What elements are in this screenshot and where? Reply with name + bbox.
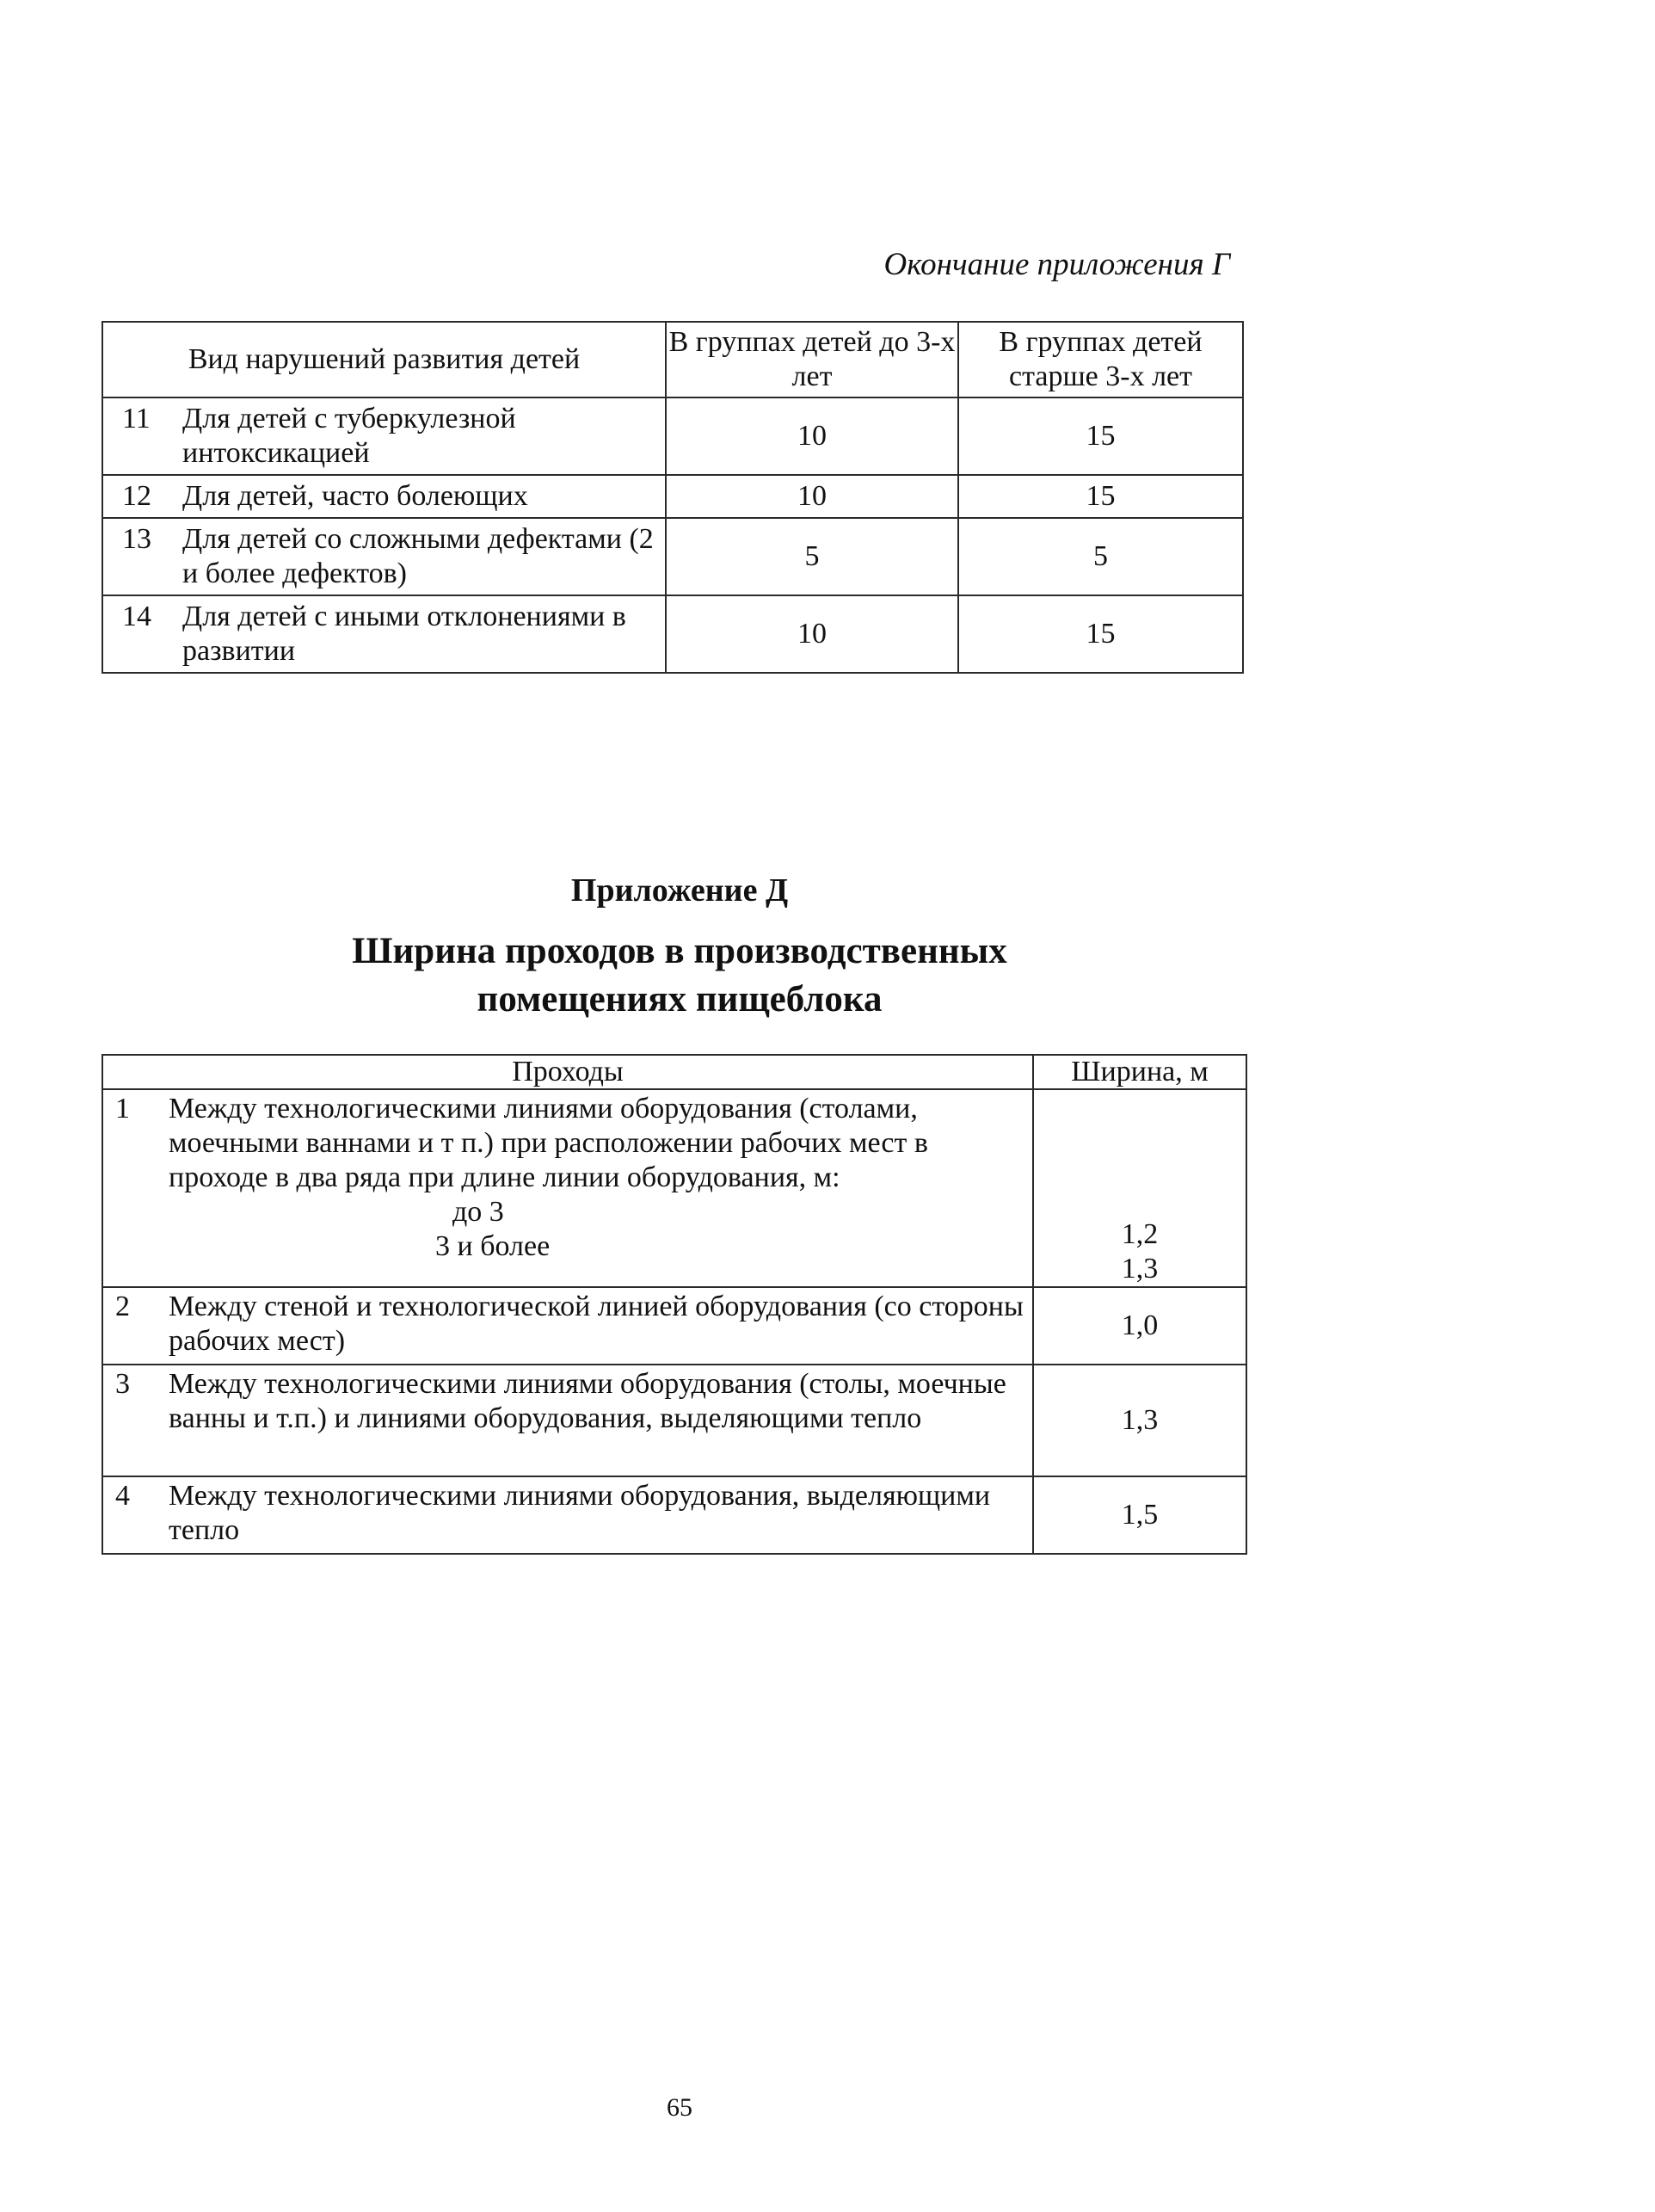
table-row <box>102 1476 1246 1554</box>
table-row <box>102 1365 1246 1476</box>
header-violation-type: Вид нарушений развития детей <box>102 322 666 397</box>
width-value: 1,3 <box>1033 1365 1246 1476</box>
table-appendix-g <box>102 321 1244 674</box>
value-under-3: 10 <box>666 475 958 518</box>
page-number: 65 <box>667 2093 692 2122</box>
table-appendix-d <box>102 1054 1247 1555</box>
row-label: Между технологическими линиями оборудования, выделяющими тепло <box>169 1480 991 1546</box>
value-over-3: 15 <box>958 595 1243 673</box>
row-index: 11 <box>122 403 151 434</box>
row-index: 14 <box>122 601 151 632</box>
row-index: 4 <box>115 1480 130 1512</box>
value-under-3: 10 <box>666 397 958 475</box>
width-value: 1,3 <box>1121 1253 1159 1285</box>
row-description-cell <box>102 1365 1033 1476</box>
row-description-cell <box>102 397 666 475</box>
row-index: 3 <box>115 1368 130 1400</box>
width-value: 1,2 <box>1121 1218 1159 1250</box>
row-index: 2 <box>115 1291 130 1322</box>
width-value: 1,0 <box>1033 1287 1246 1365</box>
width-value-cell <box>1033 1089 1246 1287</box>
row-label: Между технологическими линиями оборудования (столы, моечные ванны и т.п.) и линиями оборудования, выделяющими тепло <box>169 1368 1006 1434</box>
row-description-cell <box>102 1476 1033 1554</box>
value-under-3: 5 <box>666 518 958 595</box>
table-row <box>102 518 1243 595</box>
row-label: Для детей с иными отклонениями в развитии <box>182 601 626 667</box>
row-description-cell <box>102 595 666 673</box>
row-label: Для детей со сложными дефектами (2 и более дефектов) <box>182 523 654 589</box>
value-under-3: 10 <box>666 595 958 673</box>
table-header-row <box>102 322 1243 397</box>
row-label: Между стеной и технологической линией оборудования (со стороны рабочих мест) <box>169 1291 1024 1357</box>
row-index: 13 <box>122 523 151 555</box>
row-index: 1 <box>115 1093 130 1124</box>
header-passages: Проходы <box>102 1055 1033 1089</box>
row-description-cell <box>102 518 666 595</box>
row-index: 12 <box>122 480 151 512</box>
table-row <box>102 1287 1246 1365</box>
appendix-title: Ширина проходов в производственных помещениях пищеблока <box>352 931 1007 1020</box>
continuation-label: Окончание приложения Г <box>883 247 1230 282</box>
value-over-3: 15 <box>958 397 1243 475</box>
appendix-label: Приложение Д <box>570 872 789 909</box>
table-row <box>102 595 1243 673</box>
table-header-row <box>102 1055 1246 1089</box>
row-sub-label: 3 и более <box>435 1230 551 1262</box>
row-sub-label: до 3 <box>452 1196 504 1228</box>
table-row <box>102 397 1243 475</box>
row-label-block <box>169 1092 1027 1264</box>
header-over-3: В группах детей старше 3-х лет <box>958 322 1243 397</box>
row-label: Для детей с туберкулезной интоксикацией <box>182 403 516 469</box>
header-under-3: В группах детей до 3-х лет <box>666 322 958 397</box>
table-row <box>102 1089 1246 1287</box>
table-row <box>102 475 1243 518</box>
value-over-3: 15 <box>958 475 1243 518</box>
width-value: 1,5 <box>1033 1476 1246 1554</box>
row-description-cell <box>102 1089 1033 1287</box>
header-width: Ширина, м <box>1033 1055 1246 1089</box>
row-description-cell <box>102 1287 1033 1365</box>
row-description-cell <box>102 475 666 518</box>
value-over-3: 5 <box>958 518 1243 595</box>
row-label: Между технологическими линиями оборудования (столами, моечными ваннами и т п.) при расположении рабочих мест в проходе в два ряда при длине линии оборудования, м: <box>169 1093 928 1193</box>
row-label: Для детей, часто болеющих <box>182 480 528 512</box>
